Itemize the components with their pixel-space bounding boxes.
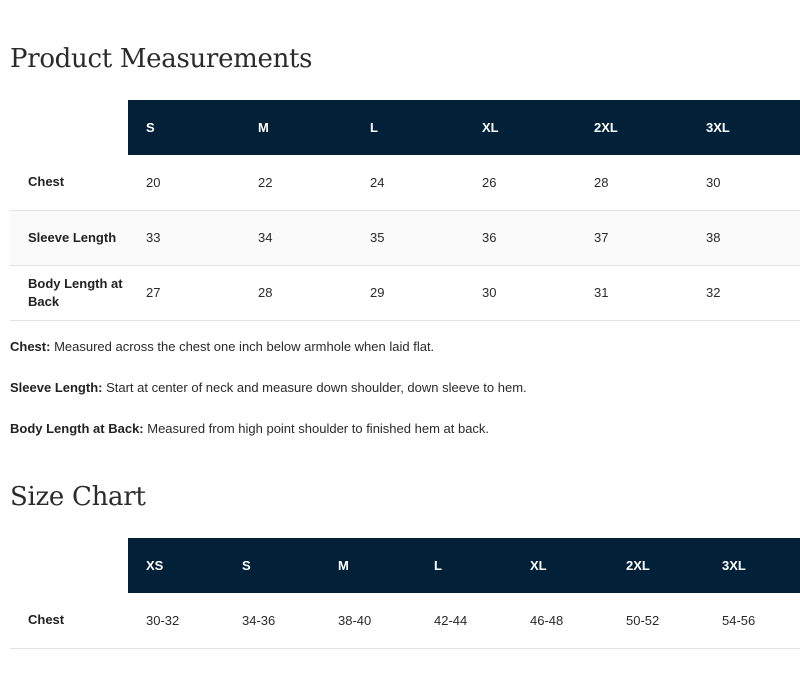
size-chart-size-header: XL	[512, 538, 608, 593]
table-cell: 29	[352, 265, 464, 320]
table-row	[10, 593, 800, 648]
note-chest	[10, 338, 790, 379]
product-measurements-title: Product Measurements	[10, 44, 313, 74]
note-term: Sleeve Length:	[10, 380, 103, 395]
table-cell: 31	[576, 265, 688, 320]
row-label-sleeve-length: Sleeve Length	[10, 210, 128, 265]
size-chart-size-header: S	[224, 538, 320, 593]
table-cell: 38-40	[320, 593, 416, 648]
measurements-header-row	[10, 100, 800, 155]
table-cell: 34-36	[224, 593, 320, 648]
table-cell: 28	[576, 155, 688, 210]
note-term: Chest:	[10, 339, 51, 354]
measurement-notes	[10, 338, 790, 461]
table-cell: 30-32	[128, 593, 224, 648]
table-cell: 38	[688, 210, 800, 265]
size-chart-size-header: XS	[128, 538, 224, 593]
size-chart-size-header: 3XL	[704, 538, 800, 593]
size-chart-size-header: L	[416, 538, 512, 593]
measurements-size-header: 2XL	[576, 100, 688, 155]
table-cell: 37	[576, 210, 688, 265]
table-cell: 22	[240, 155, 352, 210]
product-measurements-table	[10, 100, 800, 321]
table-cell: 50-52	[608, 593, 704, 648]
table-row	[10, 155, 800, 210]
note-text: Measured across the chest one inch below armhole when laid flat.	[50, 339, 435, 354]
size-chart-size-header: 2XL	[608, 538, 704, 593]
size-chart-title: Size Chart	[10, 482, 146, 512]
table-cell: 32	[688, 265, 800, 320]
table-cell: 24	[352, 155, 464, 210]
measurements-size-header: XL	[464, 100, 576, 155]
table-cell: 33	[128, 210, 240, 265]
table-cell: 28	[240, 265, 352, 320]
measurements-size-header: L	[352, 100, 464, 155]
size-chart-header-corner	[10, 538, 128, 593]
row-label-chest: Chest	[10, 155, 128, 210]
note-body-length	[10, 420, 790, 461]
note-sleeve-length	[10, 379, 790, 420]
row-label-body-length: Body Length at Back	[10, 265, 128, 320]
table-cell: 30	[688, 155, 800, 210]
note-text: Measured from high point shoulder to finished hem at back.	[143, 421, 490, 436]
table-cell: 20	[128, 155, 240, 210]
row-label-chest: Chest	[10, 593, 128, 648]
size-chart-header-row	[10, 538, 800, 593]
table-cell: 26	[464, 155, 576, 210]
table-cell: 34	[240, 210, 352, 265]
table-row	[10, 265, 800, 320]
measurements-header-corner	[10, 100, 128, 155]
measurements-size-header: M	[240, 100, 352, 155]
table-cell: 35	[352, 210, 464, 265]
measurements-size-header: 3XL	[688, 100, 800, 155]
note-term: Body Length at Back:	[10, 421, 144, 436]
note-text: Start at center of neck and measure down shoulder, down sleeve to hem.	[102, 380, 527, 395]
table-cell: 54-56	[704, 593, 800, 648]
size-chart-size-header: M	[320, 538, 416, 593]
size-chart-table	[10, 538, 800, 649]
measurements-size-header: S	[128, 100, 240, 155]
table-cell: 46-48	[512, 593, 608, 648]
table-cell: 30	[464, 265, 576, 320]
table-cell: 27	[128, 265, 240, 320]
table-cell: 42-44	[416, 593, 512, 648]
table-cell: 36	[464, 210, 576, 265]
table-row	[10, 210, 800, 265]
